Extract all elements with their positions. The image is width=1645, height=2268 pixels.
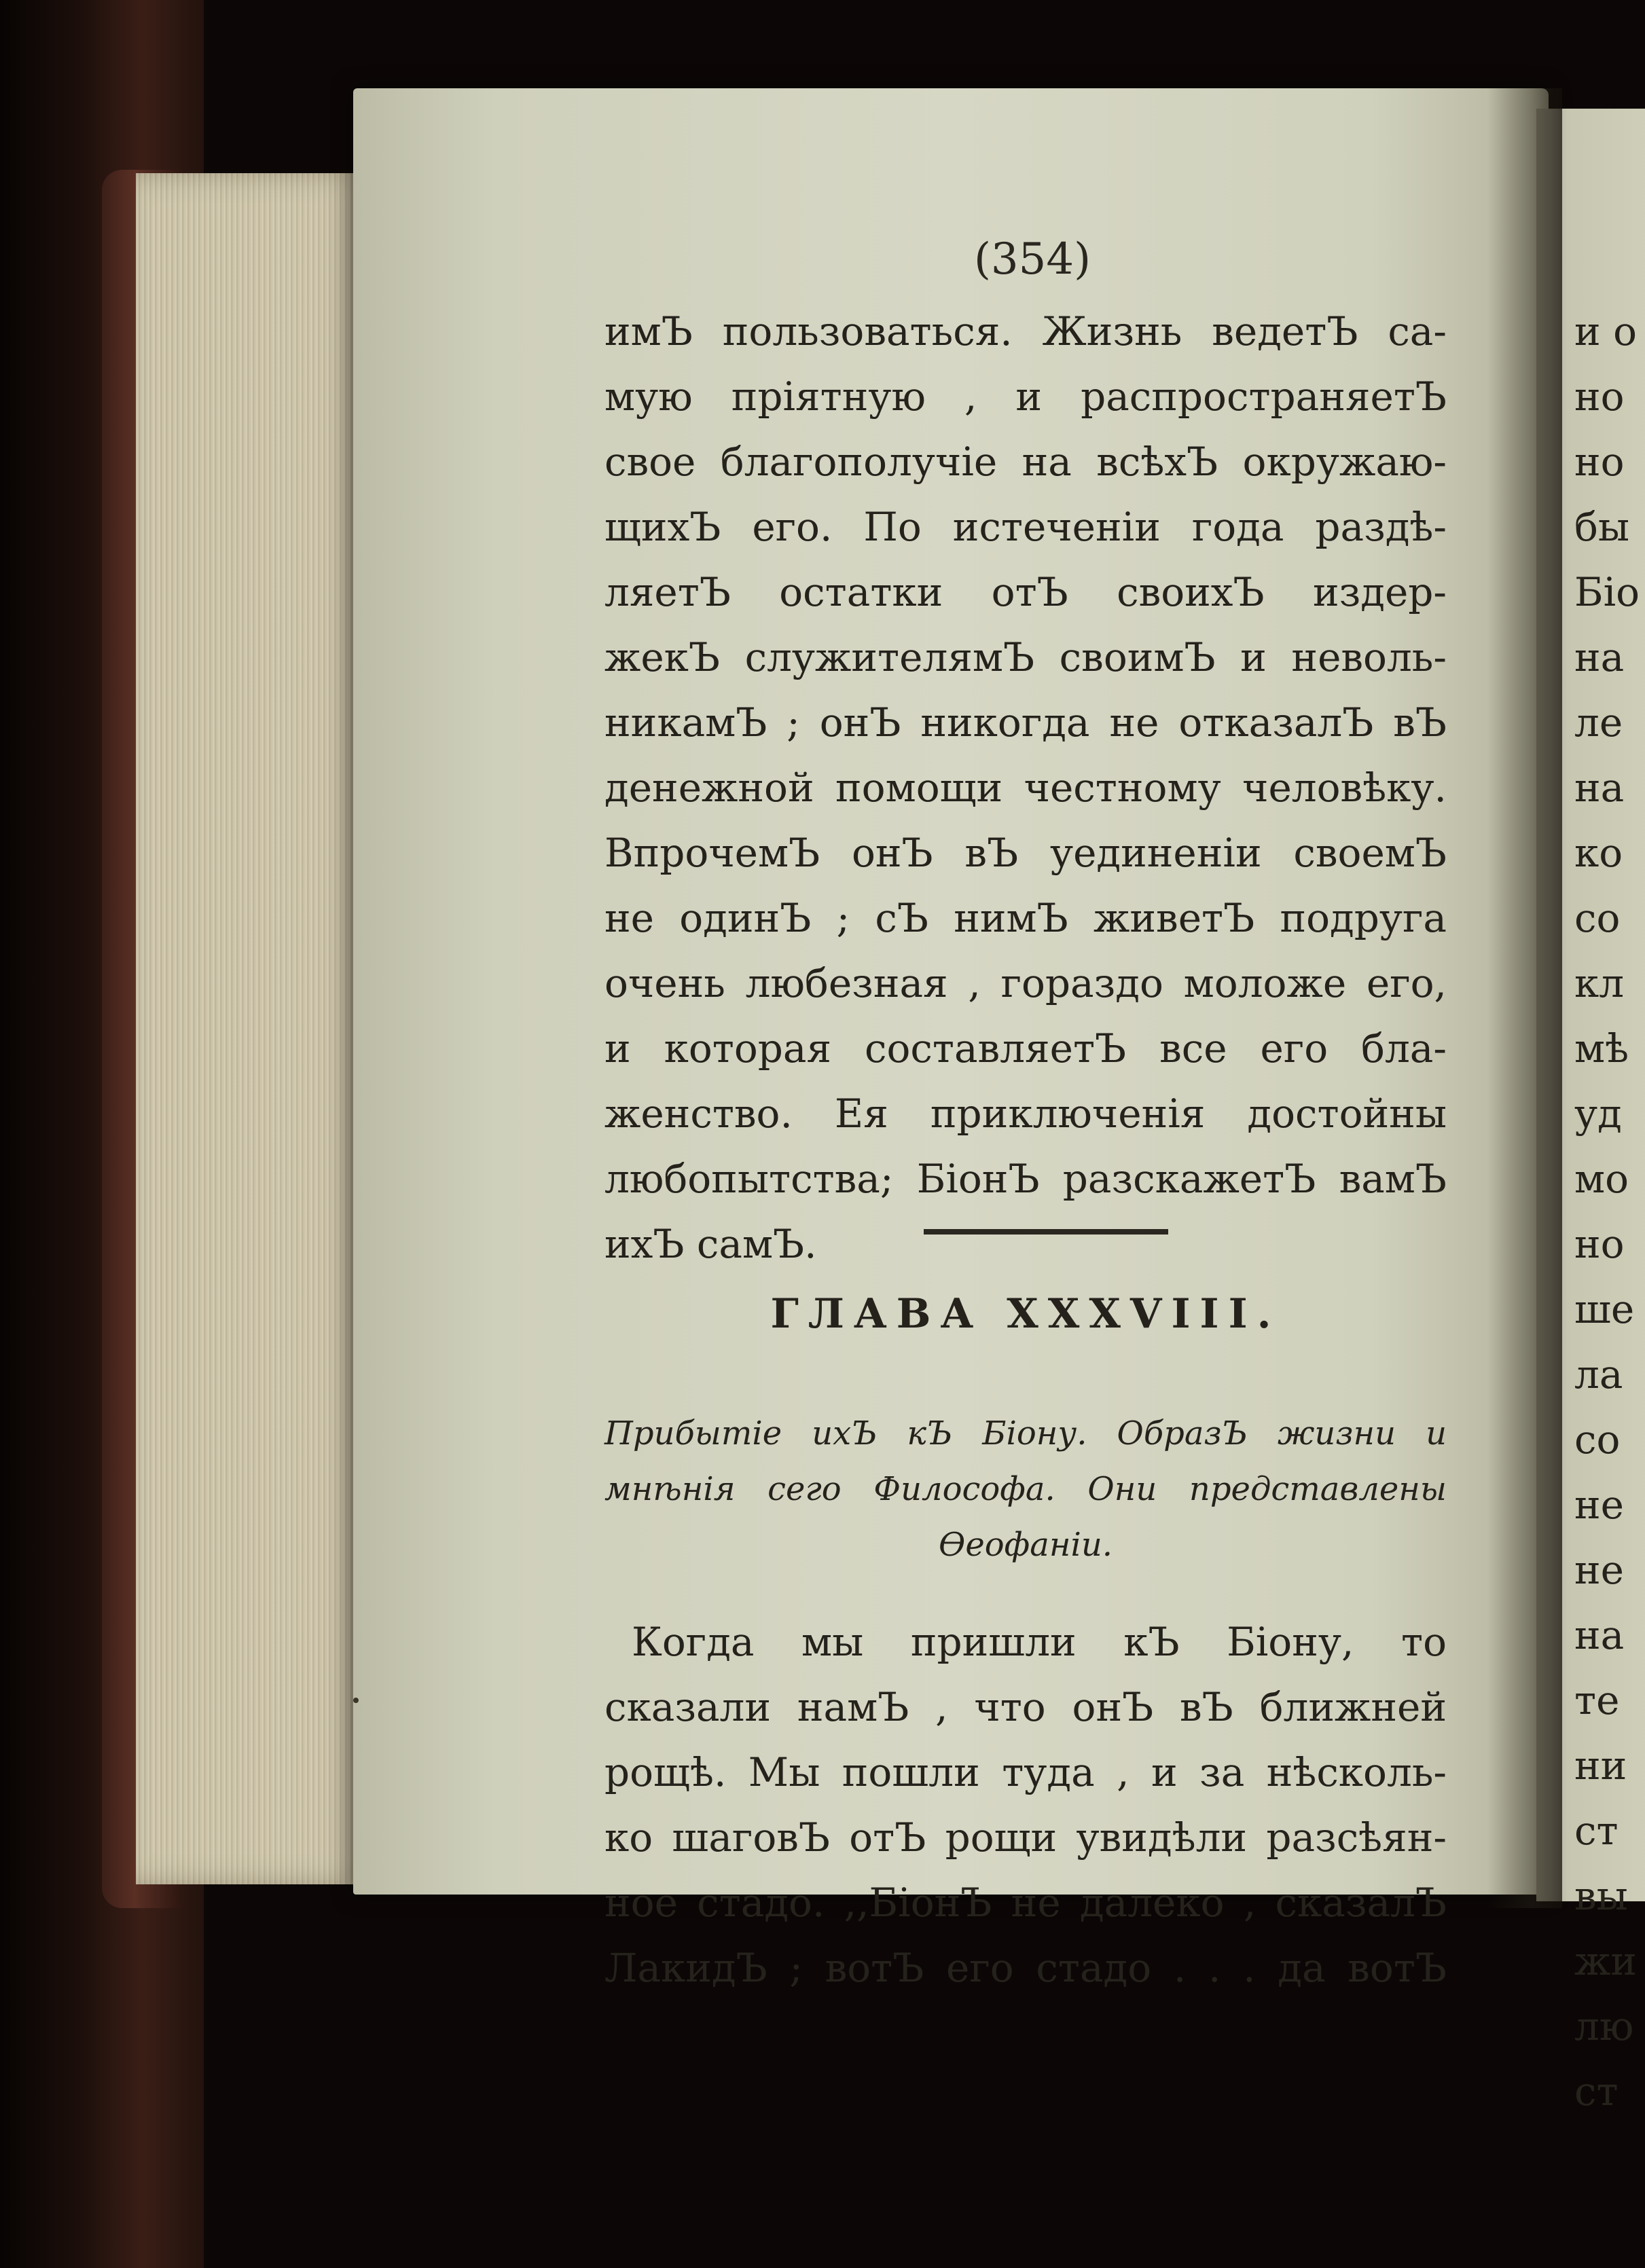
facing-text-fragment: те: [1574, 1677, 1620, 1723]
text-line: ихЪ самЪ.: [604, 1221, 817, 1267]
facing-text-fragment: вы: [1574, 1873, 1628, 1919]
text-line: ко шаговЪ отЪ рощи увидѣли разсѣян-: [604, 1814, 1447, 1861]
text-line: мую пріятную , и распространяетЪ: [604, 373, 1447, 420]
page-block-edge: [136, 173, 360, 1884]
text-line: женство. Ея приключенія достойны: [604, 1091, 1447, 1137]
facing-text-fragment: мѣ: [1574, 1025, 1629, 1072]
page-number: (354): [973, 234, 1091, 285]
facing-text-fragment: и о: [1574, 308, 1638, 354]
facing-text-fragment: но: [1574, 373, 1625, 420]
summary-line: Прибытіе ихЪ кЪ Біону. ОбразЪ жизни и: [604, 1414, 1447, 1452]
text-line: Когда мы пришли кЪ Біону, то: [632, 1619, 1447, 1665]
text-line: денежной помощи честному человѣку.: [604, 765, 1447, 811]
facing-text-fragment: мо: [1574, 1156, 1629, 1202]
text-line: рощѣ. Мы пошли туда , и за нѣсколь-: [604, 1749, 1447, 1795]
facing-text-fragment: ле: [1574, 699, 1623, 746]
facing-text-fragment: ко: [1574, 830, 1623, 876]
text-line: никамЪ ; онЪ никогда не отказалЪ вЪ: [604, 699, 1447, 746]
facing-text-fragment: жи: [1574, 1938, 1638, 1984]
chapter-summary: [604, 1406, 1447, 1573]
text-line: и которая составляетЪ все его бла-: [604, 1025, 1447, 1072]
page-gutter-shadow: [1487, 88, 1562, 1908]
paragraph-1: [604, 299, 1447, 1277]
facing-text-fragment: ст: [1574, 2068, 1619, 2115]
paper-speck: [353, 1698, 359, 1703]
text-line: любопытства; БіонЪ разскажетЪ вамЪ: [604, 1156, 1447, 1202]
text-line: ЛакидЪ ; вотЪ его стадо . . . да вотЪ: [604, 1945, 1447, 1991]
section-divider: [924, 1229, 1168, 1234]
facing-text-fragment: но: [1574, 439, 1625, 485]
facing-text-fragment: ла: [1574, 1351, 1623, 1397]
facing-text-fragment: ше: [1574, 1286, 1635, 1332]
facing-text-fragment: не: [1574, 1547, 1624, 1593]
text-line: ное стадо. ,,БіонЪ не далеко , сказалЪ: [604, 1880, 1447, 1926]
text-line: сказали намЪ , что онЪ вЪ ближней: [604, 1684, 1447, 1730]
facing-text-fragment: со: [1574, 895, 1621, 941]
text-line: не одинЪ ; сЪ нимЪ живетЪ подруга: [604, 895, 1447, 941]
text-line: имЪ пользоваться. Жизнь ведетЪ са-: [604, 308, 1447, 354]
text-line: очень любезная , гораздо моложе его,: [604, 960, 1447, 1006]
facing-text-fragment: кл: [1574, 960, 1625, 1006]
text-line: свое благополучіе на всѣхЪ окружаю-: [604, 439, 1447, 485]
facing-text-fragment: на: [1574, 1612, 1625, 1658]
facing-text-fragment: ни: [1574, 1742, 1627, 1789]
chapter-title: ГЛАВА XXXVIII.: [770, 1290, 1281, 1338]
facing-text-fragment: бы: [1574, 504, 1630, 550]
text-line: щихЪ его. По истеченіи года раздѣ-: [604, 504, 1447, 550]
facing-text-fragment: ст: [1574, 1808, 1619, 1854]
text-line: ляетЪ остатки отЪ своихЪ издер-: [604, 569, 1447, 615]
facing-text-fragment: уд: [1574, 1091, 1622, 1137]
facing-text-fragment: но: [1574, 1221, 1625, 1267]
facing-page-text: [1574, 299, 1645, 2124]
facing-text-fragment: не: [1574, 1482, 1624, 1528]
summary-line: Ѳеофаніи.: [939, 1526, 1113, 1564]
facing-text-fragment: со: [1574, 1416, 1621, 1463]
paragraph-2: [604, 1609, 1447, 2000]
summary-line: мнѣнія сего Философа. Они представлены: [604, 1470, 1447, 1508]
facing-text-fragment: Біо: [1574, 569, 1640, 615]
text-line: жекЪ служителямЪ своимЪ и неволь-: [604, 634, 1447, 680]
facing-text-fragment: лю: [1574, 2003, 1634, 2049]
facing-text-fragment: на: [1574, 765, 1625, 811]
facing-text-fragment: на: [1574, 634, 1625, 680]
text-line: ВпрочемЪ онЪ вЪ уединеніи своемЪ: [604, 830, 1447, 876]
